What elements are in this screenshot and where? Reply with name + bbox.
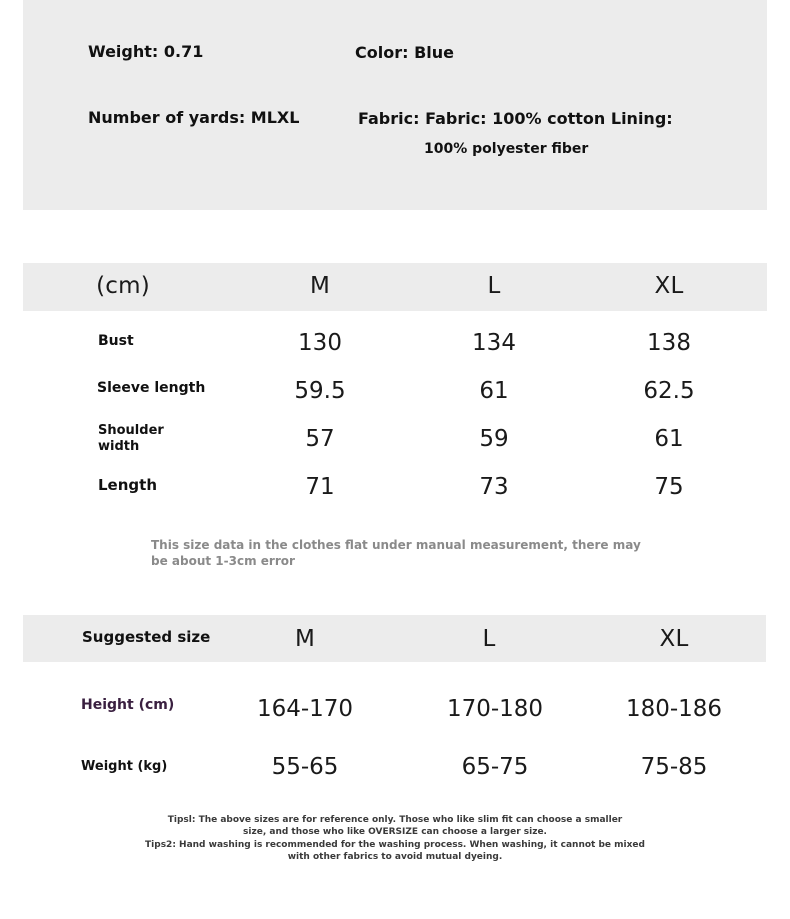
table-cell: 61 — [654, 426, 684, 452]
suggested-size-header: Suggested size — [82, 628, 211, 646]
suggested-header-m: M — [294, 626, 316, 652]
table-cell: 75 — [654, 474, 684, 500]
fabric-info-line1: Fabric: Fabric: 100% cotton Lining: — [358, 109, 673, 128]
table-cell: 61 — [479, 378, 509, 404]
table-cell: 73 — [479, 474, 509, 500]
row-label-length: Length — [98, 476, 157, 494]
tips-line-3: Tips2: Hand washing is recommended for the washing process. When washing, it cannot be mixed — [145, 840, 645, 850]
row-label-sleeve-length: Sleeve length — [97, 380, 206, 396]
table-cell: 180-186 — [625, 696, 723, 722]
suggested-header-l: L — [482, 626, 496, 652]
table-cell: 164-170 — [256, 696, 354, 722]
size-header-xl: XL — [654, 273, 684, 299]
row-label-shoulder: Shoulder — [98, 423, 164, 438]
unit-header: (cm) — [96, 273, 150, 299]
table-cell: 59 — [479, 426, 509, 452]
table-cell: 138 — [647, 330, 691, 356]
color-info: Color: Blue — [355, 43, 454, 62]
product-info-panel — [23, 0, 767, 210]
table-cell: 130 — [298, 330, 342, 356]
table-cell: 71 — [305, 474, 335, 500]
table-cell: 75-85 — [640, 754, 708, 780]
row-label-bust: Bust — [98, 333, 134, 349]
size-header-m: M — [309, 273, 331, 299]
table-cell: 57 — [305, 426, 335, 452]
weight-info: Weight: 0.71 — [88, 42, 204, 61]
table-cell: 134 — [472, 330, 516, 356]
suggested-header-xl: XL — [659, 626, 689, 652]
yards-info: Number of yards: MLXL — [88, 108, 300, 127]
tips-line-2: size, and those who like OVERSIZE can choose a larger size. — [243, 827, 547, 837]
measurement-note: This size data in the clothes flat under manual measurement, there may be about 1-3cm error — [151, 538, 641, 568]
tips-line-4: with other fabrics to avoid mutual dyeing. — [287, 852, 503, 862]
row-label-weight: Weight (kg) — [81, 759, 168, 774]
size-header-l: L — [487, 273, 501, 299]
row-label-height: Height (cm) — [81, 697, 175, 713]
table-cell: 65-75 — [461, 754, 529, 780]
table-cell: 55-65 — [271, 754, 339, 780]
tips-line-1: Tipsl: The above sizes are for reference only. Those who like slim fit can choose a smaller — [167, 815, 623, 825]
fabric-info-line2: 100% polyester fiber — [424, 141, 589, 157]
table-cell: 59.5 — [294, 378, 346, 404]
row-label-width: width — [98, 439, 140, 454]
table-cell: 170-180 — [446, 696, 544, 722]
table-cell: 62.5 — [643, 378, 695, 404]
